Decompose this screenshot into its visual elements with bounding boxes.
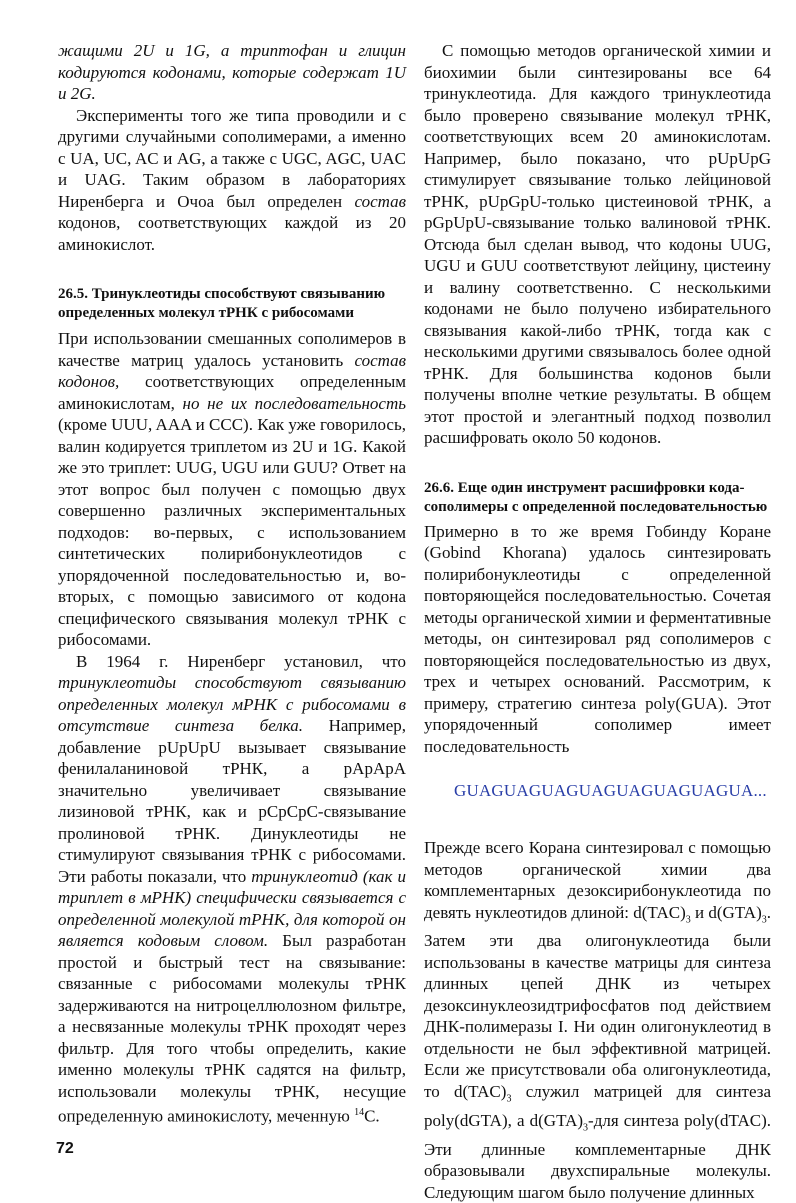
section-heading-26-6: 26.6. Еще один инструмент расшифровки кода-сополимеры с определенной последовательностью — [424, 479, 768, 515]
right-column — [424, 40, 771, 1203]
left-paragraph-3: В 1964 г. Ниренберг установил, что тринуклеотиды способствуют связыванию определенных молекул мРНК с рибосомами в отсутствие синтеза белка. Например, добавление pUpUpU вызывает связывание фенилаланиновой тРНК, а pApApA значительно увеличивает связывание лизиновой тРНК, как и pCpCpC-связывание пролиновой тРНК. Динуклеотиды не стимулируют связывания тРНК с рибосомами. Эти работы показали, что тринуклеотид (как и триплет в мРНК) специфически связывается с определенной молекулой тРНК, для которой он является кодовым словом. Был разработан простой и быстрый тест на связывание: связанные с рибосомами молекулы тРНК задерживаются на нитроцеллюлозном фильтре, а несвязанные молекулы тРНК проходят через фильтр. Для того чтобы определить, какие именно молекулы тРНК садятся на фильтр, использовали молекулы тРНК, несущие определенную аминокислоту, меченную $^{14}$C. — [58, 651, 406, 1126]
page-number: 72 — [56, 1140, 74, 1157]
poly-gua-sequence: GUAGUAGUAGUAGUAGUAGUAGUA... — [454, 781, 767, 800]
right-paragraph-1: Примерно в то же время Гобинду Коране (Gobind Khorana) удалось синтезировать полирибонуклеотиды с определенной повторяющейся последовательностью. Сочетая методы органической химии и ферментативные методы, он синтезировал ряд сополимеров с повторяющейся последовательностью из двух, трех и четырех оснований. Рассмотрим, к примеру, стратегию синтеза poly(GUA). Этот упорядоченный сополимер имеет последовательность — [424, 521, 771, 756]
left-paragraph-1: Эксперименты того же типа проводили и с другими случайными сополимерами, а именно с UA, UC, AC и AG, а также с UGC, AGC, UAC и UAG. Таким образом в лабораториях Ниренберга и Очоа был определен состав кодонов, соответствующих каждой из 20 аминокислот. — [58, 105, 406, 254]
section-heading-26-5: 26.5. Тринуклеотиды способствуют связыванию определенных молекул тРНК с рибосомами — [58, 286, 386, 321]
right-paragraph-2: Прежде всего Корана синтезировал с помощью методов органической химии два комплементарных дезоксирибонуклеотида по девять нуклеотидов длиной: $d(TAC)_3$ и $d(GTA)_3$. Затем эти два олигонуклеотида были использованы в качестве матрицы для синтеза длинных цепей ДНК из четырех дезоксинуклеозидтрифосфатов под действием ДНК-полимеразы I. Ни один олигонуклеотид в отдельности не был эффективной матрицей. Если же присутствовали оба олигонуклеотида, то $d(TAC)_3$ служил матрицей для синтеза poly(dGTA), а $d(GTA)_3$-для синтеза poly(dTAC). Эти длинные комплементарные ДНК образовывали двухспиральные молекулы. Следующим шагом было получение длинных — [424, 838, 771, 1202]
left-column — [58, 40, 406, 1127]
left-paragraph-0: жащими 2U и 1G, а триптофан и глицин кодируются кодонами, которые содержат 1U и 2G. — [58, 41, 406, 103]
left-paragraph-2: При использовании смешанных сополимеров в качестве матриц удалось установить состав кодонов, соответствующих определенным аминокислотам, но не их последовательность (кроме UUU, AAA и CCC). Как уже говорилось, валин кодируется триплетом из 2U и 1G. Какой же это триплет: UUG, UGU или GUU? Ответ на этот вопрос был получен с помощью двух совершенно различных экспериментальных подходов: во-первых, с использованием синтетических полирибонуклеотидов с упорядоченной последовательностью и, во-вторых, с помощью зависимого от кодона специфического связывания молекул тРНК с рибосомами. — [58, 329, 406, 649]
right-paragraph-0: С помощью методов органической химии и биохимии были синтезированы все 64 тринуклеотида. Для каждого тринуклеотида было проверено связывание молекул тРНК, соответствующих всем 20 аминокислотам. Например, было показано, что pUpUpG стимулирует связывание только лейциновой тРНК, pUpGpU-только цистеиновой тРНК, а pGpUpU-связывание только валиновой тРНК. Отсюда был сделан вывод, что кодоны UUG, UGU и GUU соответствуют лейцину, цистеину и валину соответственно. С несколькими кодонами не было получено избирательного связывания какой-либо тРНК, тогда как с несколькими другими связывалось более одной тРНК. Для большинства кодонов были получены вполне четкие результаты. В общем этот простой и элегантный подход позволил расшифровать около 50 кодонов. — [424, 41, 771, 447]
